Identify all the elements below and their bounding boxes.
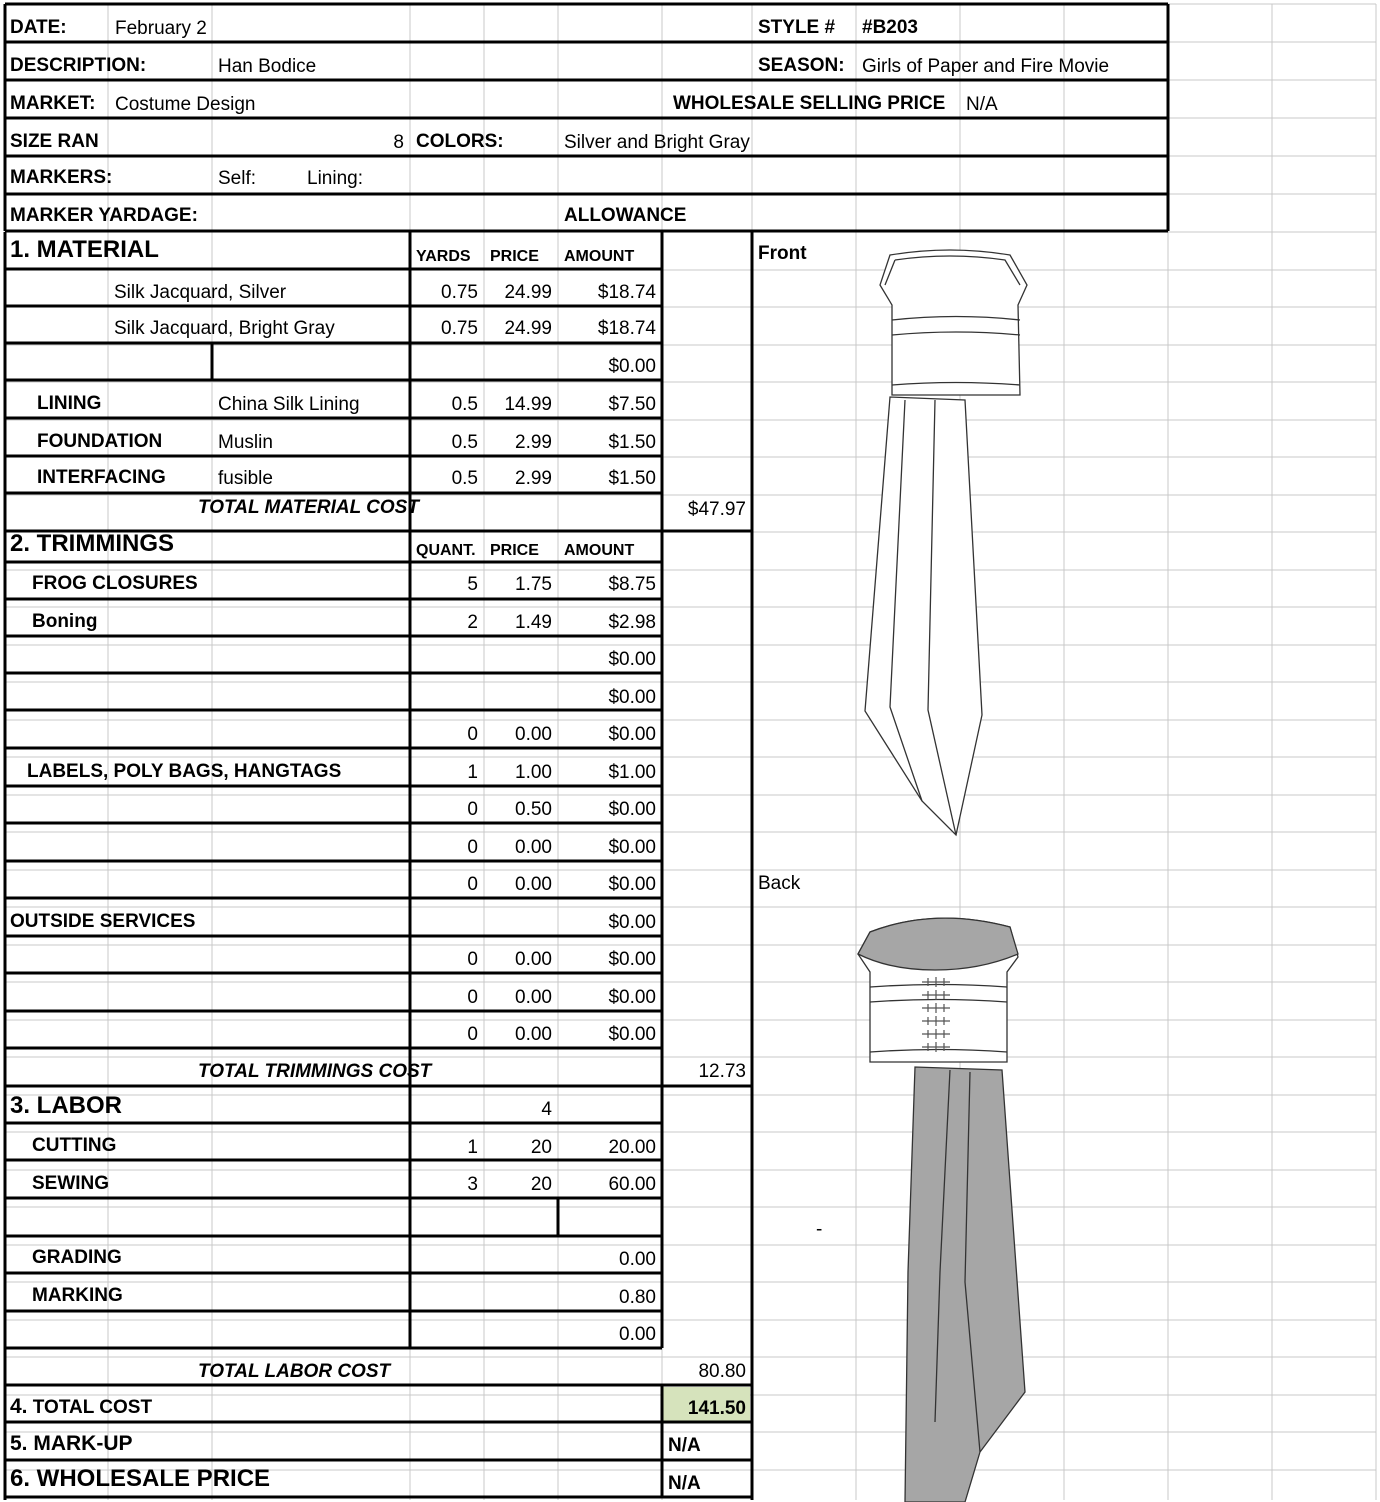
trim-row-outside-label: OUTSIDE SERVICES	[10, 911, 196, 932]
description-value[interactable]: Han Bodice	[218, 56, 317, 77]
material-row-lining-amount: $7.50	[608, 394, 656, 415]
material-row-lining-qty[interactable]: 0.5	[451, 394, 478, 415]
labor-row-sewing-amount: 60.00	[608, 1174, 656, 1195]
trim-row-labels-label: LABELS, POLY BAGS, HANGTAGS	[27, 761, 342, 782]
labor-row-sewing-qty[interactable]: 3	[467, 1174, 478, 1195]
trim-row-labels-qty[interactable]: 1	[467, 762, 478, 783]
material-row-lining-label: LINING	[37, 393, 102, 414]
labor-row-cutting-label: CUTTING	[32, 1135, 117, 1156]
labor-row-cutting-price[interactable]: 20	[530, 1137, 552, 1158]
back-label: Back	[758, 873, 801, 894]
allowance-label: ALLOWANCE	[564, 205, 687, 226]
size-range-value[interactable]: 8	[393, 132, 404, 153]
trim-row-8-amount: $0.00	[608, 837, 656, 858]
material-row-foundation-price[interactable]: 2.99	[515, 432, 552, 453]
trim-row-5-qty[interactable]: 0	[467, 724, 478, 745]
labor-hours[interactable]: 4	[541, 1099, 552, 1120]
trim-row-7-qty[interactable]: 0	[467, 799, 478, 820]
trim-row-8-qty[interactable]: 0	[467, 837, 478, 858]
material-row-interfacing-desc[interactable]: fusible	[218, 468, 273, 489]
trim-row-11-price[interactable]: 0.00	[515, 949, 552, 970]
self-label: Self:	[218, 168, 257, 189]
colors-value[interactable]: Silver and Bright Gray	[564, 132, 750, 153]
total-labor-cost-value: 80.80	[698, 1361, 746, 1382]
material-row-lining-price[interactable]: 14.99	[504, 394, 552, 415]
trim-row-12-qty[interactable]: 0	[467, 987, 478, 1008]
trim-row-7-price[interactable]: 0.50	[515, 799, 552, 820]
markers-label: MARKERS:	[10, 167, 113, 188]
trim-row-7-amount: $0.00	[608, 799, 656, 820]
trim-row-4-amount: $0.00	[608, 687, 656, 708]
labor-row-grading-amount: 0.00	[619, 1249, 656, 1270]
total-cost-number: 4.	[10, 1395, 28, 1418]
total-material-cost-label: TOTAL MATERIAL COST	[198, 497, 419, 518]
material-title: 1. MATERIAL	[10, 236, 159, 263]
total-cost-value: 141.50	[687, 1398, 746, 1419]
total-labor-cost-label: TOTAL LABOR COST	[198, 1361, 391, 1382]
front-bodice-sketch	[850, 245, 1050, 845]
trim-row-1-amount: $8.75	[608, 574, 656, 595]
trim-row-12-price[interactable]: 0.00	[515, 987, 552, 1008]
trimmings-title: 2. TRIMMINGS	[10, 530, 175, 557]
style-label: STYLE #	[758, 17, 836, 38]
trim-row-5-amount: $0.00	[608, 724, 656, 745]
material-col-yards: YARDS	[416, 248, 471, 265]
labor-row-sewing-label: SEWING	[32, 1173, 110, 1194]
market-label: MARKET:	[10, 93, 96, 114]
material-row-interfacing-price[interactable]: 2.99	[515, 468, 552, 489]
material-row-foundation-desc[interactable]: Muslin	[218, 432, 273, 453]
material-row-interfacing-qty[interactable]: 0.5	[451, 468, 478, 489]
material-row-2-amount: $18.74	[597, 318, 656, 339]
material-row-interfacing-amount: $1.50	[608, 468, 656, 489]
front-bodice-body	[880, 250, 1027, 395]
total-material-cost-value: $47.97	[687, 499, 746, 520]
material-row-1-qty[interactable]: 0.75	[441, 282, 478, 303]
trim-row-9-amount: $0.00	[608, 874, 656, 895]
labor-row-grading-label: GRADING	[32, 1247, 122, 1268]
labor-row-cutting-qty[interactable]: 1	[467, 1137, 478, 1158]
labor-row-cutting-amount: 20.00	[608, 1137, 656, 1158]
material-col-amount: AMOUNT	[564, 248, 635, 265]
wholesale-selling-label: WHOLESALE SELLING PRICE	[673, 93, 946, 114]
material-col-price: PRICE	[490, 248, 539, 265]
trim-row-2-price[interactable]: 1.49	[515, 612, 552, 633]
labor-row-6-amount: 0.00	[619, 1324, 656, 1345]
labor-row-marking-label: MARKING	[32, 1285, 123, 1306]
style-value[interactable]: #B203	[862, 17, 918, 38]
trim-row-12-amount: $0.00	[608, 987, 656, 1008]
material-row-2-qty[interactable]: 0.75	[441, 318, 478, 339]
trim-row-outside-amount: $0.00	[608, 912, 656, 933]
wholesale-price-value[interactable]: N/A	[668, 1473, 701, 1494]
trim-row-13-price[interactable]: 0.00	[515, 1024, 552, 1045]
material-row-foundation-qty[interactable]: 0.5	[451, 432, 478, 453]
trim-row-13-qty[interactable]: 0	[467, 1024, 478, 1045]
total-cost-text: TOTAL COST	[32, 1397, 153, 1418]
labor-row-marking-amount: 0.80	[619, 1287, 656, 1308]
back-bodice-sketch	[850, 912, 1040, 1502]
date-value[interactable]: February 2	[115, 18, 207, 39]
trim-row-3-amount: $0.00	[608, 649, 656, 670]
wholesale-price-label: 6. WHOLESALE PRICE	[10, 1465, 271, 1492]
size-range-label: SIZE RAN	[10, 131, 99, 152]
trim-row-9-qty[interactable]: 0	[467, 874, 478, 895]
trim-row-9-price[interactable]: 0.00	[515, 874, 552, 895]
material-row-2-desc[interactable]: Silk Jacquard, Bright Gray	[114, 318, 335, 339]
back-bodice-top-panel	[858, 918, 1018, 970]
material-row-1-amount: $18.74	[597, 282, 656, 303]
season-label: SEASON:	[758, 55, 845, 76]
total-cost-label	[10, 1396, 152, 1419]
trimmings-col-price: PRICE	[490, 542, 539, 559]
trim-row-13-amount: $0.00	[608, 1024, 656, 1045]
trim-row-2-qty[interactable]: 2	[467, 612, 478, 633]
description-label: DESCRIPTION:	[10, 55, 147, 76]
total-trimmings-cost-value: 12.73	[698, 1061, 746, 1082]
material-row-foundation-label: FOUNDATION	[37, 431, 163, 452]
season-value[interactable]: Girls of Paper and Fire Movie	[862, 56, 1110, 77]
trim-row-1-label: FROG CLOSURES	[32, 573, 198, 594]
material-row-interfacing-label: INTERFACING	[37, 467, 166, 488]
dash-mark: -	[816, 1219, 823, 1240]
material-row-1-price[interactable]: 24.99	[504, 282, 552, 303]
total-trimmings-cost-label: TOTAL TRIMMINGS COST	[198, 1061, 432, 1082]
trim-row-labels-amount: $1.00	[608, 762, 656, 783]
marker-yardage-label: MARKER YARDAGE:	[10, 205, 198, 226]
front-sash-panel	[865, 397, 982, 835]
labor-title: 3. LABOR	[10, 1092, 123, 1119]
date-label: DATE:	[10, 17, 67, 38]
trim-row-2-amount: $2.98	[608, 612, 656, 633]
trim-row-11-qty[interactable]: 0	[467, 949, 478, 970]
material-row-lining-desc[interactable]: China Silk Lining	[218, 394, 360, 415]
markup-value[interactable]: N/A	[668, 1435, 701, 1456]
trim-row-1-qty[interactable]: 5	[467, 574, 478, 595]
trim-row-8-price[interactable]: 0.00	[515, 837, 552, 858]
material-row-foundation-amount: $1.50	[608, 432, 656, 453]
labor-row-sewing-price[interactable]: 20	[530, 1174, 552, 1195]
trim-row-11-amount: $0.00	[608, 949, 656, 970]
trim-row-5-price[interactable]: 0.00	[515, 724, 552, 745]
trimmings-col-amount: AMOUNT	[564, 542, 635, 559]
colors-label: COLORS:	[416, 131, 504, 152]
front-label: Front	[758, 243, 807, 264]
material-row-1-desc[interactable]: Silk Jacquard, Silver	[114, 282, 287, 303]
market-value[interactable]: Costume Design	[115, 94, 256, 115]
lining-label: Lining:	[307, 168, 363, 189]
material-row-3-amount: $0.00	[608, 356, 656, 377]
markup-label: 5. MARK-UP	[10, 1432, 133, 1455]
wholesale-selling-value[interactable]: N/A	[966, 94, 998, 115]
trim-row-1-price[interactable]: 1.75	[515, 574, 552, 595]
trimmings-col-quant: QUANT.	[416, 542, 476, 559]
trim-row-labels-price[interactable]: 1.00	[515, 762, 552, 783]
trim-row-2-label: Boning	[32, 611, 98, 632]
material-row-2-price[interactable]: 24.99	[504, 318, 552, 339]
